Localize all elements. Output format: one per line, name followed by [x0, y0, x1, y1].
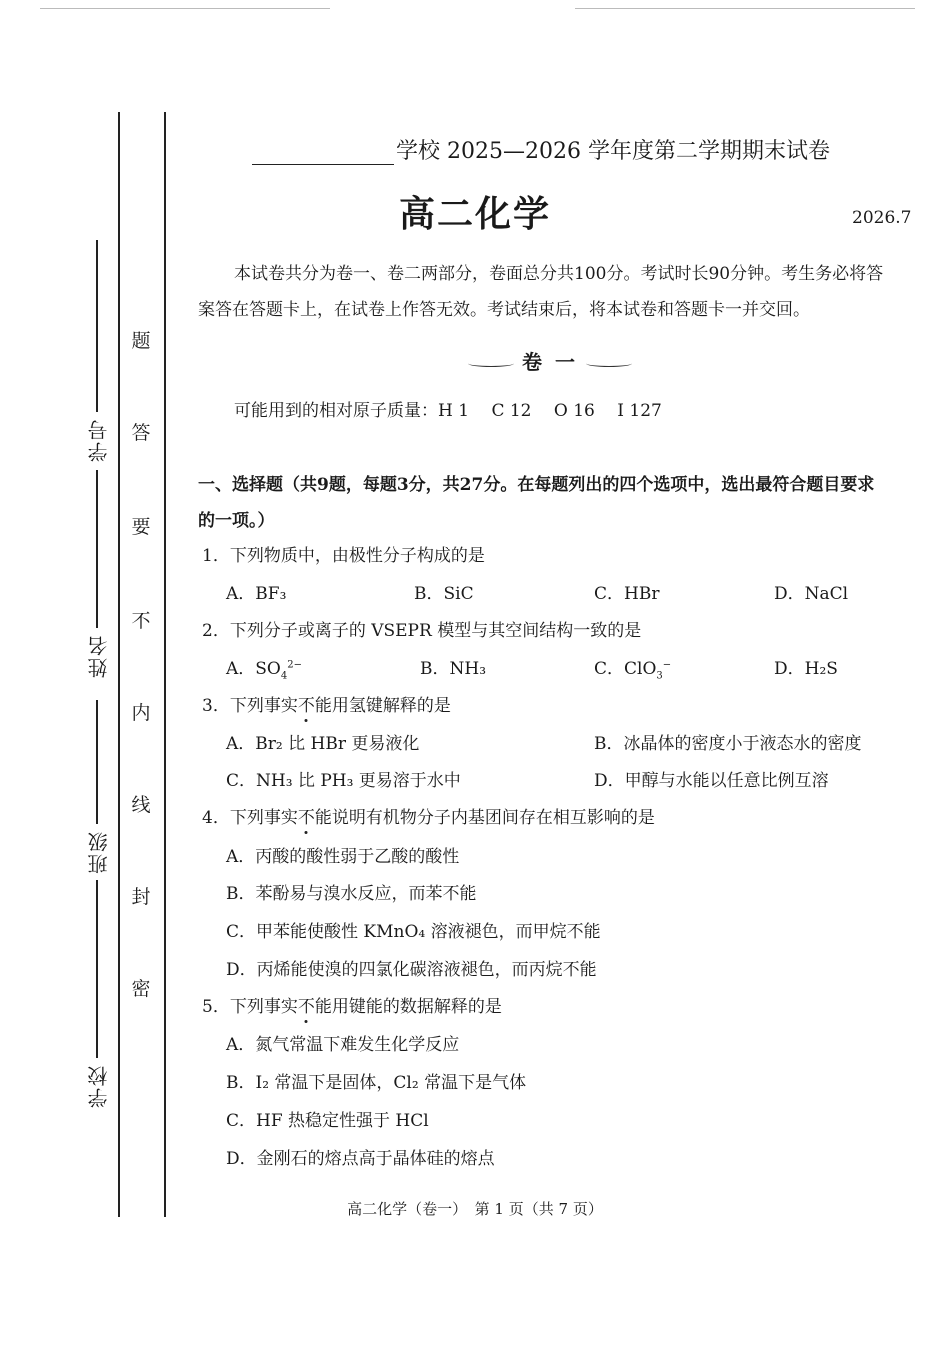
school-name-blank[interactable] [252, 144, 394, 165]
emphasis-char: 不 [297, 696, 315, 716]
question-2-option-b: B．NH₃ [420, 659, 487, 679]
seal-char: 线 [131, 794, 151, 816]
wave-decoration-right [586, 360, 632, 367]
seal-char: 密 [131, 978, 151, 1000]
class-blank[interactable] [96, 700, 98, 824]
question-3-stem [202, 691, 451, 716]
question-5-option-a: A．氮气常温下难发生化学反应 [226, 1035, 460, 1055]
question-2-option-c [594, 654, 671, 681]
emphasis-char: 不 [297, 997, 315, 1017]
atomic-masses: 可能用到的相对原子质量：H 1 C 12 O 16 I 127 [234, 401, 662, 421]
question-5-option-c: C．HF 热稳定性强于 HCl [226, 1111, 429, 1131]
binding-line-inner [164, 112, 166, 1217]
question-3-option-a: A．Br₂ 比 HBr 更易液化 [226, 734, 420, 754]
question-3-option-b: B．冰晶体的密度小于液态水的密度 [594, 734, 862, 754]
subscript: 4 [280, 670, 288, 682]
question-4-option-c: C．甲苯能使酸性 KMnO₄ 溶液褪色，而甲烷不能 [226, 922, 601, 942]
exam-header [252, 134, 830, 165]
superscript: − [662, 659, 672, 671]
instructions-line-1: 本试卷共分为卷一、卷二两部分，卷面总分共100分。考试时长90分钟。考生务必将答 [234, 264, 884, 284]
question-2-option-a [226, 654, 302, 681]
name-label: 姓名 [87, 634, 111, 678]
question-4-option-b: B．苯酚易与溴水反应，而苯不能 [226, 884, 477, 904]
question-3-option-c: C．NH₃ 比 PH₃ 更易溶于水中 [226, 771, 461, 791]
question-4-stem [202, 803, 655, 828]
question-4-option-d: D．丙烯能使溴的四氯化碳溶液褪色，而丙烷不能 [226, 960, 597, 980]
option-c-formula: C．ClO [594, 659, 657, 679]
school-blank[interactable] [96, 880, 98, 1058]
seal-char: 封 [131, 886, 151, 908]
question-1-stem: 1．下列物质中，由极性分子构成的是 [202, 546, 485, 566]
emphasis-char: 不 [297, 808, 315, 828]
question-2-stem: 2．下列分子或离子的 VSEPR 模型与其空间结构一致的是 [202, 621, 642, 641]
school-label: 学校 [87, 1064, 111, 1108]
class-label: 班级 [87, 830, 111, 874]
question-1-option-b: B．SiC [414, 584, 474, 604]
question-2-option-d: D．H₂S [774, 659, 838, 679]
question-3-option-d: D．甲醇与水能以任意比例互溶 [594, 771, 829, 791]
instructions-line-2: 案答在答题卡上，在试卷上作答无效。考试结束后，将本试卷和答题卡一并交回。 [198, 300, 810, 320]
id-label: 学号 [87, 418, 111, 462]
seal-char: 答 [131, 422, 151, 444]
stem-text: 能说明有机物分子内基团间存在相互影响的是 [314, 808, 655, 828]
seal-char: 不 [131, 610, 151, 632]
exam-date: 2026.7 [852, 208, 912, 228]
question-5-option-b: B．I₂ 常温下是固体，Cl₂ 常温下是气体 [226, 1073, 527, 1093]
question-5-option-d: D．金刚石的熔点高于晶体硅的熔点 [226, 1149, 495, 1169]
question-4-option-a: A．丙酸的酸性弱于乙酸的酸性 [226, 847, 460, 867]
scan-mark [40, 8, 330, 9]
question-1-option-a: A．BF₃ [226, 584, 287, 604]
binding-line-outer [118, 112, 120, 1217]
page-title: 高二化学 [398, 193, 551, 235]
name-blank[interactable] [96, 470, 98, 628]
seal-char: 要 [131, 516, 151, 538]
stem-text: 4．下列事实 [202, 808, 298, 828]
id-blank[interactable] [96, 240, 98, 412]
question-1-option-c: C．HBr [594, 584, 660, 604]
question-5-stem [202, 992, 502, 1017]
exam-header-text: 学校 2025—2026 学年度第二学期期末试卷 [396, 139, 830, 164]
part1-heading-line-1: 一、选择题（共9题，每题3分，共27分。在每题列出的四个选项中，选出最符合题目要求 [198, 475, 875, 495]
stem-text: 5．下列事实 [202, 997, 298, 1017]
section-title [460, 346, 640, 375]
wave-decoration-left [468, 360, 514, 367]
question-1-option-d: D．NaCl [774, 584, 849, 604]
scan-mark [575, 8, 915, 9]
stem-text: 3．下列事实 [202, 696, 298, 716]
subscript: 3 [656, 670, 663, 682]
stem-text: 能用键能的数据解释的是 [314, 997, 502, 1017]
option-a-formula: A．SO [226, 659, 281, 679]
stem-text: 能用氢键解释的是 [314, 696, 451, 716]
seal-char: 内 [131, 702, 151, 724]
page-footer: 高二化学（卷一） 第 1 页（共 7 页） [347, 1200, 603, 1218]
part1-heading-line-2: 的一项。） [198, 511, 275, 531]
section-title-text: 卷 一 [522, 350, 578, 374]
superscript: 2− [287, 659, 302, 671]
seal-char: 题 [131, 330, 151, 352]
